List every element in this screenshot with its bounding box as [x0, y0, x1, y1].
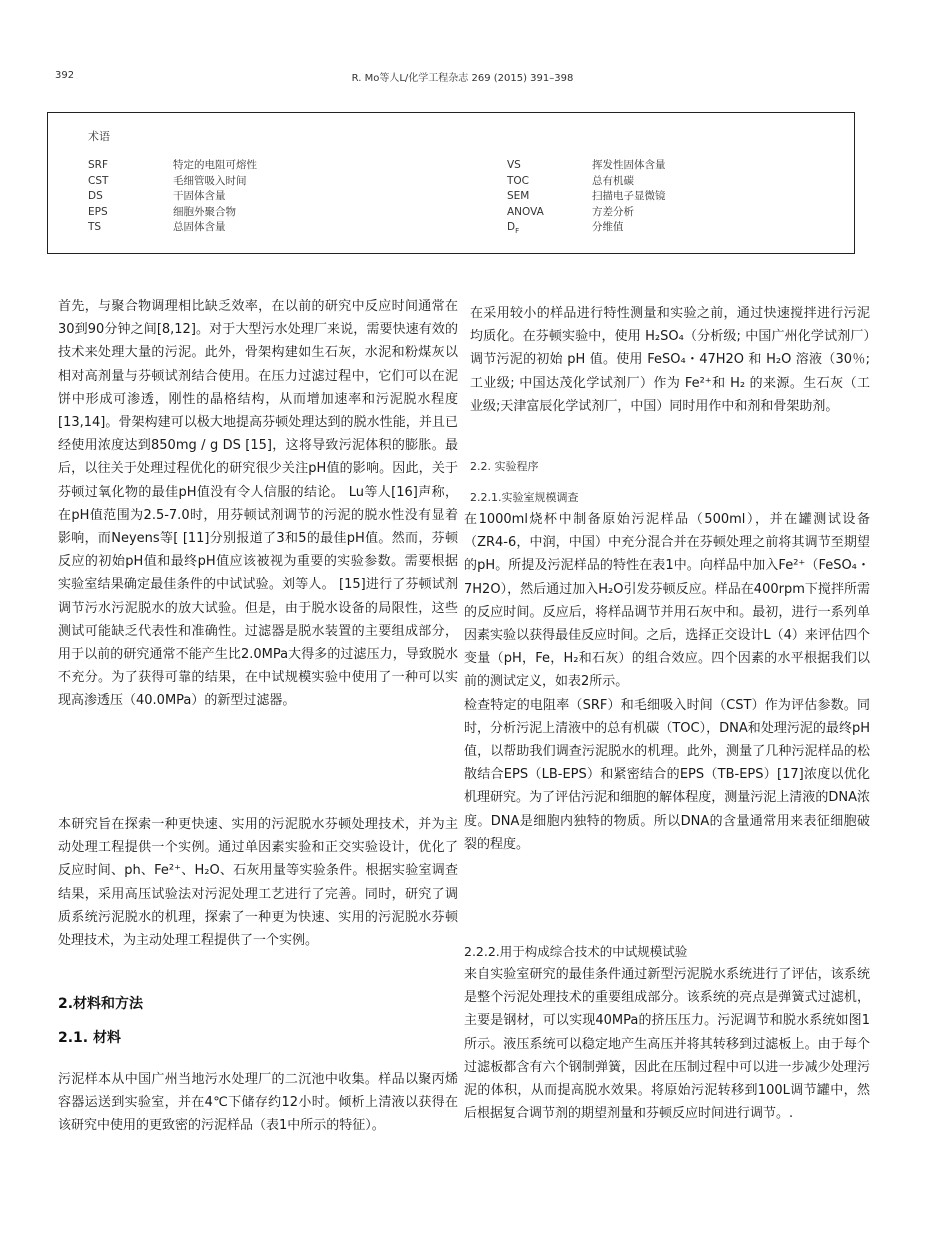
- section-heading: 2.材料和方法: [58, 996, 144, 1012]
- nomenclature-abbr: CST: [88, 174, 109, 187]
- nomenclature-row: [88, 220, 257, 236]
- body-paragraph: 在采用较小的样品进行特性测量和实验之前，通过快速搅拌进行污泥均质化。在芬顿实验中，使用 H₂SO₄（分析级; 中国广州化学试剂厂）调节污泥的初始 pH 值。使用 FeSO₄・47H2O 和 H₂O 溶液（30％;工业级; 中国达茂化学试剂厂）作为 Fe²⁺和 H₂ 的来源。生石灰（工业级;天津富辰化学试剂厂，中国）同时用作中和剂和骨架助剂。: [470, 306, 870, 414]
- nomenclature-desc: 扫描电子显微镜: [592, 190, 666, 202]
- nomenclature-abbr: [507, 220, 592, 240]
- nomenclature-title: 术语: [88, 130, 110, 143]
- nomenclature-abbr: TOC: [507, 174, 530, 187]
- nomenclature-abbr: SRF: [88, 159, 109, 171]
- left-column: [58, 295, 458, 713]
- nomenclature-desc: 细胞外聚合物: [173, 205, 236, 218]
- page-number: 392: [55, 70, 75, 81]
- subsection-heading: 2.2. 实验程序: [470, 460, 539, 473]
- body-paragraph: 本研究旨在探索一种更快速、实用的污泥脱水芬顿处理技术，并为主动处理工程提供一个实例。通过单因素实验和正交实验设计，优化了反应时间、ph、Fe²⁺、H₂O、石灰用量等实验条件。根据实验室调查结果，采用高压试验法对污泥处理工艺进行了完善。同时，研究了调质系统污泥脱水的机理，探索了一种更为快速、实用的污泥脱水芬顿处理技术，为主动处理工程提供了一个实例。: [58, 817, 458, 949]
- nomenclature-desc: 挥发性固体含量: [592, 159, 666, 171]
- nomenclature-row: [507, 174, 666, 190]
- subsection-heading: 2.1. 材料: [58, 1030, 121, 1046]
- right-column-lab: [464, 508, 870, 856]
- nomenclature-row: [88, 158, 257, 174]
- body-paragraph: 来自实验室研究的最佳条件通过新型污泥脱水系统进行了评估，该系统是整个污泥处理技术的重要组成部分。该系统的亮点是弹簧式过滤机，主要是钢材，可以实现40MPa的挤压压力。污泥调节和脱水系统如图1所示。液压系统可以稳定地产生高压并将其转移到过滤板上。由于每个过滤板都含有六个钢制弹簧，因此在压制过程中可以进一步减少处理污泥的体积，从而提高脱水效果。将原始污泥转移到100L调节罐中，然后根据复合调节剂的期望剂量和芬顿反应时间进行调节。.: [464, 967, 870, 1122]
- nomenclature-row: [507, 158, 666, 174]
- nomenclature-row: [507, 189, 666, 205]
- nomenclature-desc: 总有机碳: [592, 174, 634, 187]
- nomenclature-abbr: EPS: [88, 205, 108, 218]
- nomenclature-abbr: SEM: [507, 190, 530, 202]
- nomenclature-desc: 总固体含量: [173, 221, 226, 233]
- nomenclature-left-list: [88, 158, 257, 236]
- nomenclature-row: [88, 174, 257, 190]
- nomenclature-abbr: DS: [88, 190, 103, 202]
- nomenclature-row: [507, 220, 666, 240]
- body-paragraph: 在1000ml烧杯中制备原始污泥样品（500ml），并在罐测试设备（ZR4-6，中润，中国）中充分混合并在芬顿处理之前将其调节至期望的pH。所提及污泥样品的特性在表1中。向样品中加入Fe²⁺（FeSO₄・7H2O），然后通过加入H₂O引发芬顿反应。样品在400rpm下搅拌所需的反应时间。反应后，将样品调节并用石灰中和。最初，进行一系列单因素实验以获得最佳反应时间。之后，选择正交设计L（4）来评估四个变量（pH，Fe，H₂和石灰）的组合效应。四个因素的水平根据我们以前的测试定义，如表2所示。: [464, 512, 870, 690]
- subsubsection-heading: 2.2.1.实验室规模调查: [470, 491, 579, 504]
- nomenclature-row: [88, 189, 257, 205]
- nomenclature-abbr-base: D: [507, 221, 516, 233]
- subsubsection-heading: 2.2.2.用于构成综合技术的中试规模试验: [464, 944, 688, 959]
- nomenclature-desc: 分维值: [592, 221, 624, 233]
- nomenclature-abbr: VS: [507, 159, 521, 171]
- left-column-materials: [58, 1068, 458, 1138]
- left-column-intro-aim: [58, 813, 458, 952]
- body-paragraph: 污泥样本从中国广州当地污水处理厂的二沉池中收集。样品以聚丙烯容器运送到实验室，并在4℃下储存约12小时。倾析上清液以获得在该研究中使用的更致密的污泥样品（表1中所示的特征）。: [58, 1072, 458, 1134]
- nomenclature-row: [507, 205, 666, 221]
- body-paragraph: 首先，与聚合物调理相比缺乏效率，在以前的研究中反应时间通常在30到90分钟之间[8,12]。对于大型污水处理厂来说，需要快速有效的技术来处理大量的污泥。此外，骨架构建如生石灰，水泥和粉煤灰以相对高剂量与芬顿试剂结合使用。在压力过滤过程中，它们可以在泥饼中形成可渗透，刚性的晶格结构，从而增加速率和污泥脱水程度[13,14]。骨架构建可以极大地提高芬顿处理达到的脱水性能，并且已经使用浓度达到850mg / g DS [15]，这将导致污泥体积的膨胀。最后，以往关于处理过程优化的研究很少关注pH值的影响。因此，关于芬顿过氧化物的最佳pH值没有令人信服的结论。 Lu等人[16]声称，在pH值范围为2.5-7.0时，用芬顿试剂调节的污泥的脱水性没有显着影响，而Neyens等[ [11]分别报道了3和5的最佳pH值。然而，芬顿反应的初始pH值和最终pH值应该被视为重要的实验参数。需要根据实验室结果确定最佳条件的中试试验。刘等人。 [15]进行了芬顿试剂调节污水污泥脱水的放大试验。但是，由于脱水设备的局限性，这些测试可能缺乏代表性和准确性。过滤器是脱水装置的主要组成部分，用于以前的研究通常不能产生比2.0MPa大得多的过滤压力，导致脱水不充分。为了获得可靠的结果，在中试规模实验中使用了一种可以实现高渗透压（40.0MPa）的新型过滤器。: [58, 299, 458, 709]
- nomenclature-abbr: ANOVA: [507, 205, 544, 218]
- nomenclature-abbr: TS: [88, 221, 102, 233]
- nomenclature-box: [47, 112, 855, 254]
- nomenclature-desc: 干固体含量: [173, 190, 226, 202]
- nomenclature-desc: 特定的电阻可熔性: [173, 159, 257, 171]
- nomenclature-right-list: [507, 158, 666, 240]
- nomenclature-desc: 毛细管吸入时间: [173, 174, 247, 187]
- nomenclature-desc: 方差分析: [592, 205, 634, 218]
- body-paragraph: 检查特定的电阻率（SRF）和毛细吸入时间（CST）作为评估参数。同时，分析污泥上清液中的总有机碳（TOC），DNA和处理污泥的最终pH值，以帮助我们调查污泥脱水的机理。此外，测量了几种污泥样品的松散结合EPS（LB-EPS）和紧密结合的EPS（TB-EPS）[17]浓度以优化机理研究。为了评估污泥和细胞的解体程度，测量污泥上清液的DNA浓度。DNA是细胞内独特的物质。所以DNA的含量通常用来表征细胞破裂的程度。: [464, 697, 870, 852]
- nomenclature-row: [88, 205, 257, 221]
- right-column-pilot: [464, 963, 870, 1125]
- nomenclature-abbr-sub: F: [515, 227, 520, 236]
- journal-header: R. Mo等人L/化学工程杂志 269 (2015) 391–398: [351, 73, 574, 84]
- right-column-materials: [470, 302, 870, 418]
